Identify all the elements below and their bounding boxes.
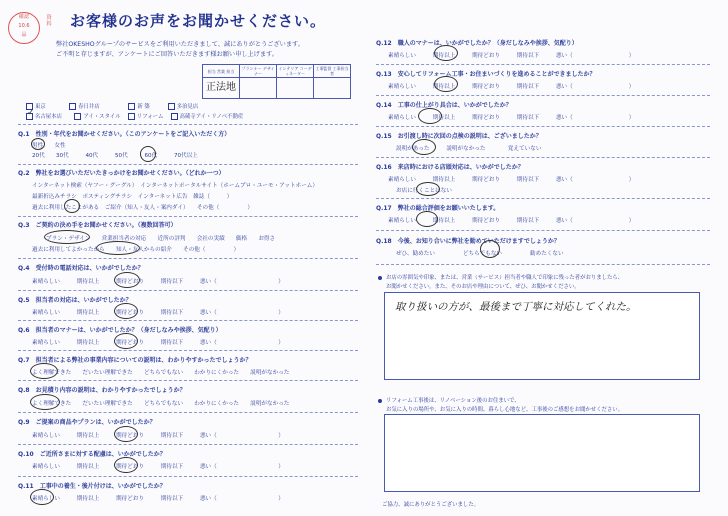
answer-circle (434, 76, 458, 92)
divider (18, 412, 358, 413)
q2-options-row-1: インターネット検索（ヤフー・グーグル） インターネットポータルサイト（ホームプロ・ユーモ・アットホーム） (32, 183, 318, 189)
staff-name-handwritten[interactable]: 正法地 (203, 78, 240, 99)
divider (18, 258, 358, 259)
divider (376, 95, 710, 96)
answer-circle (434, 45, 458, 61)
q8-options: よく理解できた だいたい理解できた どちらでもない わかりにくかった 説明がなかった (32, 401, 290, 407)
checkmark: ✓ (27, 108, 35, 118)
q16-question: Q.16 来店時における店頭対応は、いかがでしたか？ (376, 164, 524, 171)
answer-circle (64, 199, 80, 213)
answer-circle (416, 182, 440, 196)
answer-circle (140, 146, 156, 162)
intro-line-1: 弊社OKESHOグループのサービスをご利用いただきまして、誠にありがとうございます。 (56, 41, 304, 48)
answer-circle (30, 489, 54, 505)
q13-question: Q.13 安心してリフォーム工事・お住まいづくりを進めることができましたか？ (376, 71, 596, 78)
q3-question: Q.3 ご契約の決め手をお聞かせください。（複数回答可） (18, 222, 177, 229)
thank-you-footer: ご協力、誠にありがとうございました。 (382, 502, 480, 508)
q2-question: Q.2 弊社をお選びいただいたきっかけをお聞かせください。（どれか一つ） (18, 170, 225, 177)
q4-options: 素晴らしい 期待以上 期待どおり 期待以下 悪い（ ） (32, 279, 284, 285)
answer-circle (412, 139, 436, 155)
comment1-prompt-1: お店の雰囲気や印象、または、営業（サービス）担当者や職人で印象に残った者がおりましたら、 (386, 275, 624, 281)
staff-header-construction: 工事監督 工事担当者 (315, 66, 349, 76)
q7-options: よく理解できた だいたい理解できた どちらでもない わかりにくかった 説明がなかった (32, 370, 290, 376)
answer-circle (418, 108, 442, 124)
q12-question: Q.12 職人のマナーは、いかがでしたか？（身だしなみや挨拶、気配り） (376, 40, 578, 47)
checkbox[interactable] (128, 103, 135, 110)
bullet (378, 399, 382, 403)
staff-header-sales: 担当 営業 担当 (203, 65, 240, 78)
q11-options: 素晴らしい 期待以上 期待どおり 期待以下 悪い（ ） (32, 496, 284, 502)
q9-question: Q.9 ご提案の商品やプランは、いかがでしたか？ (18, 419, 156, 426)
answer-circle (416, 211, 438, 227)
comment2-textbox[interactable] (384, 414, 700, 492)
checkbox[interactable] (69, 103, 76, 110)
q14-options: 素晴らしい 期待以上 期待どおり 期待以下 悪い（ ） (388, 115, 635, 121)
q18-options: ぜひ、勧めたい どちらでもない 勧めたくない (396, 251, 564, 257)
divider (18, 350, 358, 351)
q1-options-gender: 男性 女性 (32, 143, 66, 149)
q12-options: 素晴らしい 期待以上 期待どおり 期待以下 悪い（ ） (388, 53, 635, 59)
divider (18, 124, 358, 125)
answer-circle (114, 272, 140, 288)
answer-circle (31, 138, 45, 150)
staff-table (202, 64, 351, 99)
checkbox[interactable] (168, 103, 175, 110)
checkbox[interactable] (128, 113, 135, 120)
checkbox[interactable] (74, 113, 81, 120)
answer-circle (96, 241, 140, 255)
q16-option-no-visit: お店に行くことはない (396, 188, 452, 194)
comment1-prompt-2: お聞かせください。また、そのお店や理由について、ぜひ、お聞かせください。 (386, 284, 580, 290)
q7-question: Q.7 担当者による弊社の事業内容についての説明は、わかりやすかったでしょうか？ (18, 357, 252, 364)
bullet (378, 276, 382, 280)
q6-question: Q.6 担当者のマナーは、いかがでしたか？（身だしなみや挨拶、気配り） (18, 327, 222, 334)
divider (376, 198, 710, 199)
intro-line-2: ご不明と存じますが、アンケートにご回答いただきます様お願い申し上げます。 (56, 51, 278, 58)
q11-question: Q.11 工事中の養生・後片付けは、いかがでしたか？ (18, 483, 166, 490)
divider (376, 64, 710, 65)
comment2-prompt-2: お気に入りの場所や、お気に入りの時間、暮らし心地など、工事後のご感想をお聞かせください。 (386, 407, 624, 413)
staff-header-interior: インテリア コーディネーター (278, 66, 312, 76)
divider (18, 320, 358, 321)
divider (18, 216, 358, 217)
divider (376, 264, 710, 265)
divider (18, 164, 358, 165)
q14-question: Q.14 工事の仕上がり具合は、いかがでしたか？ (376, 102, 512, 109)
answer-circle (114, 457, 138, 473)
q16-options: 素晴らしい 期待以上 期待どおり 期待以下 悪い（ ） (388, 177, 635, 183)
q10-question: Q.10 ご近所さまに対する配慮は、いかがでしたか？ (18, 451, 166, 458)
divider (18, 476, 358, 477)
q2-options-row-2: 最新折込みチラシ ポスティングチラシ インターネット広告 雑誌（ ） (32, 194, 233, 200)
q10-options: 素晴らしい 期待以上 期待どおり 期待以下 悪い（ ） (32, 464, 284, 470)
comment1-textbox[interactable] (384, 292, 700, 380)
staff-header-planner: プランナー デザイナー (241, 66, 275, 76)
checkbox[interactable] (171, 113, 178, 120)
q17-question: Q.17 弊社の総合評価をお願いいたします。 (376, 205, 500, 212)
q4-question: Q.4 受付時の電話対応は、いかがでしたか？ (18, 265, 144, 272)
answer-circle (114, 303, 138, 319)
q5-options: 素晴らしい 期待以上 期待どおり 期待以下 悪い（ ） (32, 310, 284, 316)
q2-options-row-3: 過去に利用したことがある ご紹介（知人・友人・案内ダイ） その他（ ） (32, 205, 253, 211)
q5-question: Q.5 担当者の対応は、いかがでしたか？ (18, 297, 132, 304)
confirmation-stamp: 確認 10.6 品 (8, 12, 40, 44)
q8-question: Q.8 お見積り内容の説明は、わかりやすかったでしょうか？ (18, 387, 186, 394)
staff-box-3[interactable] (277, 78, 314, 99)
shop-option-row-1: 東京 春日井店 新 築 多治見店 (26, 102, 198, 110)
stamp-vertical-text: 資料 (45, 14, 51, 27)
divider (18, 444, 358, 445)
comment2-prompt-1: リフォーム工事後は、リノベーション後のお住まいで、 (386, 398, 520, 404)
q6-options: 素晴らしい 期待以上 期待どおり 期待以下 悪い（ ） (32, 340, 284, 346)
q13-options: 素晴らしい 期待以上 期待どおり 期待以下 悪い（ ） (388, 84, 635, 90)
q3-options-row-1: プラン・デザイン 営業担当者の対応 近所の評判 会社の実績 価格 お得さ (46, 236, 276, 242)
q1-options-age: 20代 30代 40代 50代 60代 70代以上 (32, 153, 198, 159)
q3-options-row-2: 過去に利用してよかったから 知人・友人からの紹介 その他（ ） (32, 247, 240, 253)
q9-options: 素晴らしい 期待以上 期待どおり 期待以下 悪い（ ） (32, 433, 284, 439)
q18-question: Q.18 今後、お知り合いに弊社を勧めていただけますでしょうか？ (376, 238, 560, 245)
divider (18, 380, 358, 381)
divider (376, 126, 710, 127)
answer-circle (30, 363, 58, 379)
divider (18, 290, 358, 291)
answer-circle (114, 426, 138, 442)
answer-circle (480, 240, 500, 258)
shop-option-row-2: 名古屋本店 アイ・スタイル リフォーム 高蔵寺アイ・リノベ不動産 (26, 112, 243, 120)
comment1-handwritten: 取り扱いの方が、最後まで丁寧に対応してくれた。 (395, 301, 637, 313)
answer-circle (114, 333, 138, 349)
answer-circle (30, 394, 60, 410)
page-title: お客様のお声をお聞かせください。 (70, 12, 327, 30)
answer-circle (44, 230, 90, 244)
q15-options: 説明があった 説明がなかった 覚えていない (396, 146, 542, 152)
divider (376, 230, 710, 231)
staff-box-4[interactable] (314, 78, 351, 99)
q1-question: Q.1 性別・年代をお聞かせください。（このアンケートをご記入いただく方） (18, 131, 231, 138)
divider (376, 157, 710, 158)
q17-options: 素晴らしい 期待以上 期待どおり 期待以下 悪い（ ） (388, 218, 635, 224)
staff-box-2[interactable] (240, 78, 277, 99)
q15-question: Q.15 お引渡し時に次回の点検の説明は、ございましたか？ (376, 133, 542, 140)
